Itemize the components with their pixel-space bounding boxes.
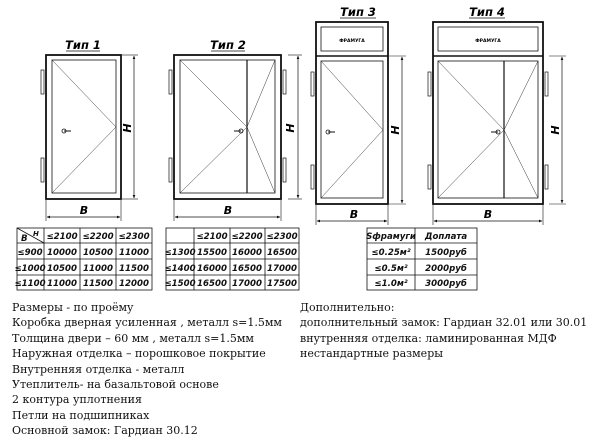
door-type-1: [41, 38, 138, 221]
table-cell: 11000: [119, 248, 149, 258]
additional-options: [300, 300, 587, 362]
hinge-icon: [311, 165, 314, 189]
door-type-2-title: Тип 2: [210, 38, 246, 52]
spec-note: 2 контура уплотнения: [12, 393, 142, 407]
table-cell: 2000руб: [425, 264, 467, 274]
table-header-cell: Sфрамуги: [366, 232, 416, 242]
table-cell: ≤1.0м²: [374, 279, 408, 289]
table-cell: 16000: [232, 248, 262, 258]
spec-note: Коробка дверная усиленная , металл s=1.5мм: [12, 316, 282, 330]
table-cell: 17500: [267, 279, 297, 289]
width-label: B: [483, 208, 493, 221]
table-header-width: B: [21, 234, 28, 244]
table-cell: 1500руб: [425, 248, 467, 258]
door-type-2: [169, 38, 302, 221]
spec-notes: [12, 300, 282, 439]
price-table-double-text: [164, 232, 297, 289]
spec-note: Внутренняя отделка - металл: [12, 362, 185, 376]
table-cell: 17000: [267, 264, 297, 274]
transom-surcharge-table-text: [366, 232, 467, 289]
table-cell: ≤1100: [14, 279, 46, 289]
width-label: B: [223, 204, 233, 217]
hinge-icon: [41, 70, 44, 94]
door-type-4: [428, 5, 566, 225]
hinge-icon: [283, 158, 286, 182]
table-header-cell: ≤2200: [82, 232, 114, 242]
table-cell: 16000: [197, 264, 227, 274]
price-table-single-text: [14, 230, 149, 289]
door-swing-lines: [52, 60, 116, 193]
options-heading: Дополнительно:: [300, 301, 395, 314]
option-item: дополнительный замок: Гардиан 32.01 или 30.01: [300, 316, 588, 330]
height-label: H: [549, 125, 562, 135]
door-type-1-title: Тип 1: [65, 38, 101, 52]
table-cell: 17000: [232, 279, 262, 289]
table-cell: 11500: [119, 264, 149, 274]
table-cell: 10000: [47, 248, 77, 258]
spec-note: Наружная отделка – порошковое покрытие: [12, 347, 266, 361]
table-header-cell: ≤2300: [266, 232, 298, 242]
table-cell: ≤1500: [164, 279, 196, 289]
table-cell: 3000руб: [425, 279, 467, 289]
width-label: B: [79, 204, 89, 217]
option-item: нестандартные размеры: [300, 347, 443, 361]
hinge-icon: [545, 72, 548, 96]
table-cell: 10500: [83, 248, 113, 258]
table-cell: ≤1000: [14, 264, 46, 274]
table-cell: 16500: [197, 279, 227, 289]
spec-note: Утеплитель- на базальтовой основе: [12, 377, 219, 391]
table-header-cell: Доплата: [424, 232, 468, 242]
hinge-icon: [311, 72, 314, 96]
table-header-cell: ≤2200: [231, 232, 263, 242]
door-frame: [174, 55, 281, 199]
table-cell: ≤0.25м²: [371, 248, 411, 258]
table-cell: ≤0.5м²: [374, 264, 408, 274]
table-cell: 11000: [83, 264, 113, 274]
table-cell: 11500: [83, 279, 113, 289]
door-frame: [46, 55, 121, 199]
transom-label: ФРАМУГА: [475, 39, 501, 44]
door-leaf: [321, 61, 383, 198]
hinge-icon: [41, 158, 44, 182]
height-label: H: [284, 123, 297, 133]
option-item: внутренняя отделка: ламинированная МДФ: [300, 331, 557, 345]
table-header-cell: ≤2300: [118, 232, 150, 242]
height-label: H: [389, 125, 402, 135]
hinge-icon: [545, 165, 548, 189]
door-leaf: [438, 61, 538, 198]
door-type-3: [311, 5, 406, 225]
hinge-icon: [169, 158, 172, 182]
table-cell: 16500: [232, 264, 262, 274]
hinge-icon: [169, 70, 172, 94]
table-header-height: H: [33, 230, 39, 238]
table-cell: ≤1400: [164, 264, 196, 274]
door-type-3-title: Тип 3: [340, 5, 376, 19]
hinge-icon: [428, 165, 431, 189]
spec-note: Размеры - по проёму: [12, 301, 134, 314]
table-header-cell: ≤2100: [196, 232, 228, 242]
transom-label: ФРАМУГА: [339, 39, 365, 44]
table-cell: ≤1300: [164, 248, 196, 258]
door-type-4-title: Тип 4: [469, 5, 505, 19]
height-label: H: [121, 123, 134, 133]
table-cell: ≤900: [17, 248, 43, 258]
table-cell: 16500: [267, 248, 297, 258]
table-header-cell: ≤2100: [46, 232, 78, 242]
hinge-icon: [283, 70, 286, 94]
door-leaf: [180, 60, 275, 193]
table-cell: 15500: [197, 248, 227, 258]
spec-note: Толщина двери – 60 мм , металл s=1.5мм: [12, 331, 254, 345]
table-cell: 11000: [47, 279, 77, 289]
table-cell: 10500: [47, 264, 77, 274]
door-frame: [316, 22, 388, 204]
door-leaf: [52, 60, 116, 193]
spec-note: Петли на подшипниках: [12, 408, 150, 422]
spec-note: Основной замок: Гардиан 30.12: [12, 424, 198, 438]
hinge-icon: [428, 72, 431, 96]
table-cell: 12000: [119, 279, 149, 289]
width-label: B: [349, 208, 359, 221]
